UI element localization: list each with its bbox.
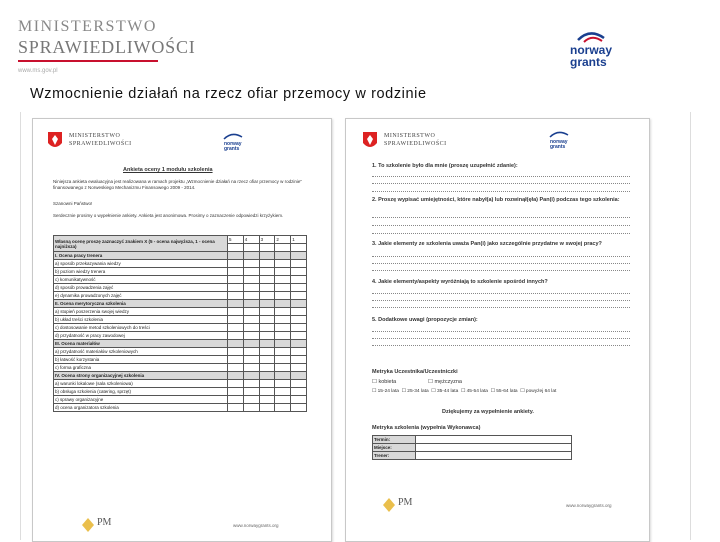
- norway-grants-line1: norway: [570, 43, 613, 57]
- rating-cell[interactable]: [227, 268, 243, 276]
- rating-cell[interactable]: [227, 260, 243, 268]
- rating-cell: [227, 340, 243, 348]
- age-options: ☐ 15-24 lata ☐ 25-34 lata ☐ 35-44 lata ☐ 45-54 lata ☐ 55-64 lata ☐ powyżej 64 lat: [372, 389, 557, 394]
- age-2: 25-34 lata: [407, 389, 429, 394]
- rating-cell[interactable]: [243, 332, 259, 340]
- rating-cell: [291, 252, 307, 260]
- rating-cell[interactable]: [227, 388, 243, 396]
- rating-table: [53, 235, 307, 412]
- page1-instruction: Serdecznie prosimy o wypełnienie ankiety. Ankieta jest anonimowa. Prosimy o zaznaczenie odpowiedzi krzyżykiem.: [53, 213, 284, 218]
- rating-cell[interactable]: [243, 404, 259, 412]
- rating-cell[interactable]: [243, 356, 259, 364]
- questionnaire-page-1: [32, 118, 332, 542]
- scale-4: 4: [243, 236, 259, 244]
- rating-cell[interactable]: [291, 396, 307, 404]
- gender-female-label: kobieta: [378, 379, 397, 385]
- rating-cell[interactable]: [227, 356, 243, 364]
- rating-cell[interactable]: [291, 404, 307, 412]
- rating-cell[interactable]: [259, 356, 275, 364]
- rating-cell[interactable]: [275, 276, 291, 284]
- rating-cell[interactable]: [291, 284, 307, 292]
- q2: 2. Proszę wypisać umiejętności, które nabył(a) lub rozwinął(ęła) Pan(i) podczas tego szkolenia:: [372, 197, 620, 203]
- rating-row-label: b) łatwość korzystania: [54, 356, 228, 364]
- rating-row: [54, 308, 307, 316]
- rating-cell: [275, 300, 291, 308]
- meta-termin: Termin:: [373, 436, 416, 444]
- meta-miejsce: Miejsce:: [373, 444, 416, 452]
- rating-row-label: III. Ocena materiałów: [54, 340, 228, 348]
- page1-norway-grants-icon: [218, 131, 258, 151]
- age-5: 55-64 lata: [496, 389, 518, 394]
- rating-cell[interactable]: [243, 364, 259, 372]
- questionnaire-page-2: [345, 118, 650, 542]
- rating-cell[interactable]: [227, 348, 243, 356]
- q1: 1. To szkolenie było dla mnie (proszę uzupełnić zdanie):: [372, 163, 518, 169]
- page1-pm-logo: PM: [97, 517, 112, 528]
- polish-eagle-icon: [47, 131, 63, 151]
- page1-doc-title: Ankieta oceny 1 modułu szkolenia: [123, 167, 213, 173]
- rating-cell[interactable]: [259, 348, 275, 356]
- ministry-logo: [18, 18, 196, 74]
- rating-cell[interactable]: [275, 404, 291, 412]
- rating-cell: [291, 372, 307, 380]
- rating-cell[interactable]: [243, 268, 259, 276]
- rating-cell: [275, 372, 291, 380]
- rating-cell[interactable]: [227, 332, 243, 340]
- rating-cell[interactable]: [291, 268, 307, 276]
- rating-cell[interactable]: [275, 364, 291, 372]
- rating-row-label: d) przydatność w pracy zawodowej: [54, 332, 228, 340]
- thanks: Dziękujemy za wypełnienie ankiety.: [442, 409, 534, 415]
- rating-row-label: a) przydatność materiałów szkoleniowych: [54, 348, 228, 356]
- rating-cell: [275, 252, 291, 260]
- rating-row: [54, 316, 307, 324]
- norway-grants-logo: [560, 28, 630, 78]
- rating-cell[interactable]: [291, 356, 307, 364]
- rating-cell: [291, 340, 307, 348]
- metryka-title: Metryka Uczestnika/Uczestniczki: [372, 369, 458, 375]
- age-1: 15-24 lata: [377, 389, 399, 394]
- ministry-url: www.ms.gov.pl: [18, 68, 58, 74]
- rating-row-label: c) komunikatywność: [54, 276, 228, 284]
- rating-cell[interactable]: [275, 324, 291, 332]
- rating-cell[interactable]: [227, 308, 243, 316]
- rating-cell[interactable]: [243, 284, 259, 292]
- rating-row-label: e) dynamika prowadzonych zajęć: [54, 292, 228, 300]
- rating-rows: [54, 252, 307, 412]
- rating-cell: [243, 252, 259, 260]
- rating-row-label: I. Ocena pracy trenera: [54, 252, 228, 260]
- q5: 5. Dodatkowe uwagi (propozycje zmian):: [372, 317, 478, 323]
- rating-cell[interactable]: [259, 364, 275, 372]
- training-meta-table: [372, 435, 572, 460]
- rating-cell[interactable]: [275, 284, 291, 292]
- rating-cell: [291, 300, 307, 308]
- right-divider: [690, 112, 691, 540]
- rating-cell: [243, 340, 259, 348]
- ministry-logo-line1: MINISTERSTWO: [18, 18, 157, 35]
- rating-cell[interactable]: [227, 404, 243, 412]
- scale-3: 3: [259, 236, 275, 244]
- rating-cell[interactable]: [259, 268, 275, 276]
- page1-respondent: Szanowni Państwo!: [53, 201, 93, 206]
- rating-cell[interactable]: [259, 276, 275, 284]
- age-6: powyżej 64 lat: [525, 389, 557, 394]
- rating-cell[interactable]: [291, 308, 307, 316]
- rating-cell[interactable]: [243, 324, 259, 332]
- rating-cell[interactable]: [291, 316, 307, 324]
- rating-cell[interactable]: [243, 396, 259, 404]
- rating-cell[interactable]: [227, 316, 243, 324]
- rating-cell: [227, 252, 243, 260]
- rating-cell[interactable]: [291, 348, 307, 356]
- svg-text:grants: grants: [550, 144, 566, 149]
- rating-cell[interactable]: [259, 324, 275, 332]
- slide-title: Wzmocnienie działań na rzecz ofiar przemocy w rodzinie: [30, 86, 427, 102]
- rating-section-row: [54, 252, 307, 260]
- rating-cell: [259, 300, 275, 308]
- rating-row: [54, 380, 307, 388]
- rating-row-label: a) stopień poszerzenia swojej wiedzy: [54, 308, 228, 316]
- rating-cell[interactable]: [291, 324, 307, 332]
- rating-row: [54, 268, 307, 276]
- rating-row: [54, 284, 307, 292]
- rating-row-label: b) układ treści szkolenia: [54, 316, 228, 324]
- rating-cell[interactable]: [243, 276, 259, 284]
- left-divider: [20, 112, 21, 540]
- rating-cell[interactable]: [227, 364, 243, 372]
- page1-intro: Niniejsza ankieta ewaluacyjna jest realizowana w ramach projektu „Wzmocnienie działań na rzecz ofiar przemocy w rodzinie” finansowanego z Norweskiego Mechanizmu Finansowego 2009 - 2014.: [53, 179, 302, 190]
- gender-option-male: ☐ mężczyzna: [428, 379, 462, 385]
- rating-cell[interactable]: [227, 276, 243, 284]
- q4: 4. Jakie elementy/aspekty wyróżniają to szkolenie spośród innych?: [372, 279, 548, 285]
- rating-cell[interactable]: [291, 292, 307, 300]
- rating-cell[interactable]: [243, 292, 259, 300]
- rating-row: [54, 364, 307, 372]
- rating-table-header: [54, 236, 307, 244]
- ministry-red-bar: [18, 60, 158, 62]
- gender-male-label: mężczyzna: [434, 379, 462, 385]
- page2-pm-icon: [382, 497, 396, 513]
- rating-cell[interactable]: [259, 388, 275, 396]
- rating-cell[interactable]: [275, 388, 291, 396]
- rating-cell[interactable]: [243, 380, 259, 388]
- age-4: 45-54 lata: [466, 389, 488, 394]
- rating-cell[interactable]: [275, 380, 291, 388]
- rating-cell[interactable]: [243, 260, 259, 268]
- age-3: 35-44 lata: [436, 389, 459, 394]
- rating-cell[interactable]: [259, 260, 275, 268]
- rating-cell[interactable]: [259, 332, 275, 340]
- rating-row-label: a) sposób przekazywania wiedzy: [54, 260, 228, 268]
- rating-cell[interactable]: [227, 380, 243, 388]
- rating-cell[interactable]: [275, 332, 291, 340]
- rating-cell[interactable]: [275, 396, 291, 404]
- rating-cell: [259, 252, 275, 260]
- rating-cell[interactable]: [275, 316, 291, 324]
- rating-cell[interactable]: [275, 308, 291, 316]
- rating-row: [54, 404, 307, 412]
- rating-cell[interactable]: [291, 364, 307, 372]
- rating-cell[interactable]: [291, 276, 307, 284]
- rating-row: [54, 388, 307, 396]
- gender-option-female: ☐ kobieta: [372, 379, 397, 385]
- rating-row-label: II. Ocena merytoryczna szkolenia: [54, 300, 228, 308]
- rating-row: [54, 396, 307, 404]
- rating-cell[interactable]: [243, 308, 259, 316]
- rating-section-row: [54, 372, 307, 380]
- rating-row: [54, 324, 307, 332]
- scale-header: Własną ocenę proszę zaznaczyć znakiem X (5 - ocena najwyższa, 1 - ocena najniższa): [54, 236, 228, 252]
- rating-cell: [275, 340, 291, 348]
- rating-cell[interactable]: [227, 284, 243, 292]
- slide-header: [0, 0, 720, 115]
- rating-cell[interactable]: [259, 404, 275, 412]
- rating-row: [54, 276, 307, 284]
- scale-2: 2: [275, 236, 291, 244]
- rating-cell[interactable]: [243, 348, 259, 356]
- rating-row-label: d) ocena organizatora szkolenia: [54, 404, 228, 412]
- rating-row: [54, 260, 307, 268]
- rating-row-label: c) forma graficzna: [54, 364, 228, 372]
- rating-row: [54, 332, 307, 340]
- page1-ministry-line1: MINISTERSTWO: [69, 133, 121, 139]
- rating-row: [54, 292, 307, 300]
- page1-pm-icon: [81, 517, 95, 533]
- rating-cell[interactable]: [259, 292, 275, 300]
- rating-row-label: c) sprawy organizacyjne: [54, 396, 228, 404]
- rating-cell[interactable]: [243, 316, 259, 324]
- rating-row: [54, 356, 307, 364]
- rating-cell[interactable]: [291, 332, 307, 340]
- page2-ministry-line1: MINISTERSTWO: [384, 133, 436, 139]
- rating-cell: [227, 372, 243, 380]
- rating-row-label: c) dostosowanie metod szkoleniowych do treści: [54, 324, 228, 332]
- q3: 3. Jakie elementy ze szkolenia uważa Pan(i) jako szczególnie przydatne w swojej pracy?: [372, 241, 602, 247]
- rating-cell[interactable]: [275, 292, 291, 300]
- rating-cell[interactable]: [275, 348, 291, 356]
- rating-row-label: b) poziom wiedzy trenera: [54, 268, 228, 276]
- rating-section-row: [54, 340, 307, 348]
- rating-cell[interactable]: [275, 260, 291, 268]
- rating-cell[interactable]: [259, 316, 275, 324]
- rating-cell: [259, 340, 275, 348]
- scale-5: 5: [227, 236, 243, 244]
- ministry-logo-line2: SPRAWIEDLIWOŚCI: [18, 37, 196, 57]
- rating-row-label: IV. Ocena strony organizacyjnej szkolenia: [54, 372, 228, 380]
- rating-cell[interactable]: [227, 396, 243, 404]
- rating-cell[interactable]: [227, 292, 243, 300]
- rating-cell[interactable]: [243, 388, 259, 396]
- rating-row-label: d) sposób prowadzenia zajęć: [54, 284, 228, 292]
- norway-grants-line2: grants: [570, 55, 607, 69]
- rating-cell: [243, 300, 259, 308]
- scale-1: 1: [291, 236, 307, 244]
- svg-text:grants: grants: [224, 146, 240, 151]
- svg-text:norway: norway: [550, 139, 568, 145]
- rating-cell[interactable]: [259, 308, 275, 316]
- meta-trener: Trener:: [373, 452, 416, 460]
- svg-text:norway: norway: [224, 141, 242, 147]
- rating-row-label: a) warunki lokalowe (sala szkoleniowa): [54, 380, 228, 388]
- rating-cell[interactable]: [275, 356, 291, 364]
- rating-section-row: [54, 300, 307, 308]
- rating-cell[interactable]: [259, 284, 275, 292]
- rating-row-label: b) obsługa szkolenia (catering, sprzęt): [54, 388, 228, 396]
- rating-row: [54, 348, 307, 356]
- page2-pm-logo: PM: [398, 497, 413, 508]
- rating-cell: [259, 372, 275, 380]
- rating-cell: [243, 372, 259, 380]
- rating-cell[interactable]: [259, 396, 275, 404]
- metryka-szkolenia: Metryka szkolenia (wypełnia Wykonawca): [372, 425, 481, 431]
- rating-cell[interactable]: [227, 324, 243, 332]
- page2-ministry-line2: SPRAWIEDLIWOŚCI: [384, 141, 447, 147]
- rating-cell[interactable]: [275, 268, 291, 276]
- page1-footer-url: www.norwaygrants.org: [233, 523, 279, 528]
- page1-ministry-line2: SPRAWIEDLIWOŚCI: [69, 141, 132, 147]
- rating-cell[interactable]: [291, 380, 307, 388]
- rating-cell[interactable]: [259, 380, 275, 388]
- rating-cell[interactable]: [291, 260, 307, 268]
- page2-footer-url: www.norwaygrants.org: [566, 503, 612, 508]
- page2-norway-grants-icon: [544, 129, 584, 149]
- page2-polish-eagle-icon: [362, 131, 378, 151]
- rating-cell[interactable]: [291, 388, 307, 396]
- rating-cell: [227, 300, 243, 308]
